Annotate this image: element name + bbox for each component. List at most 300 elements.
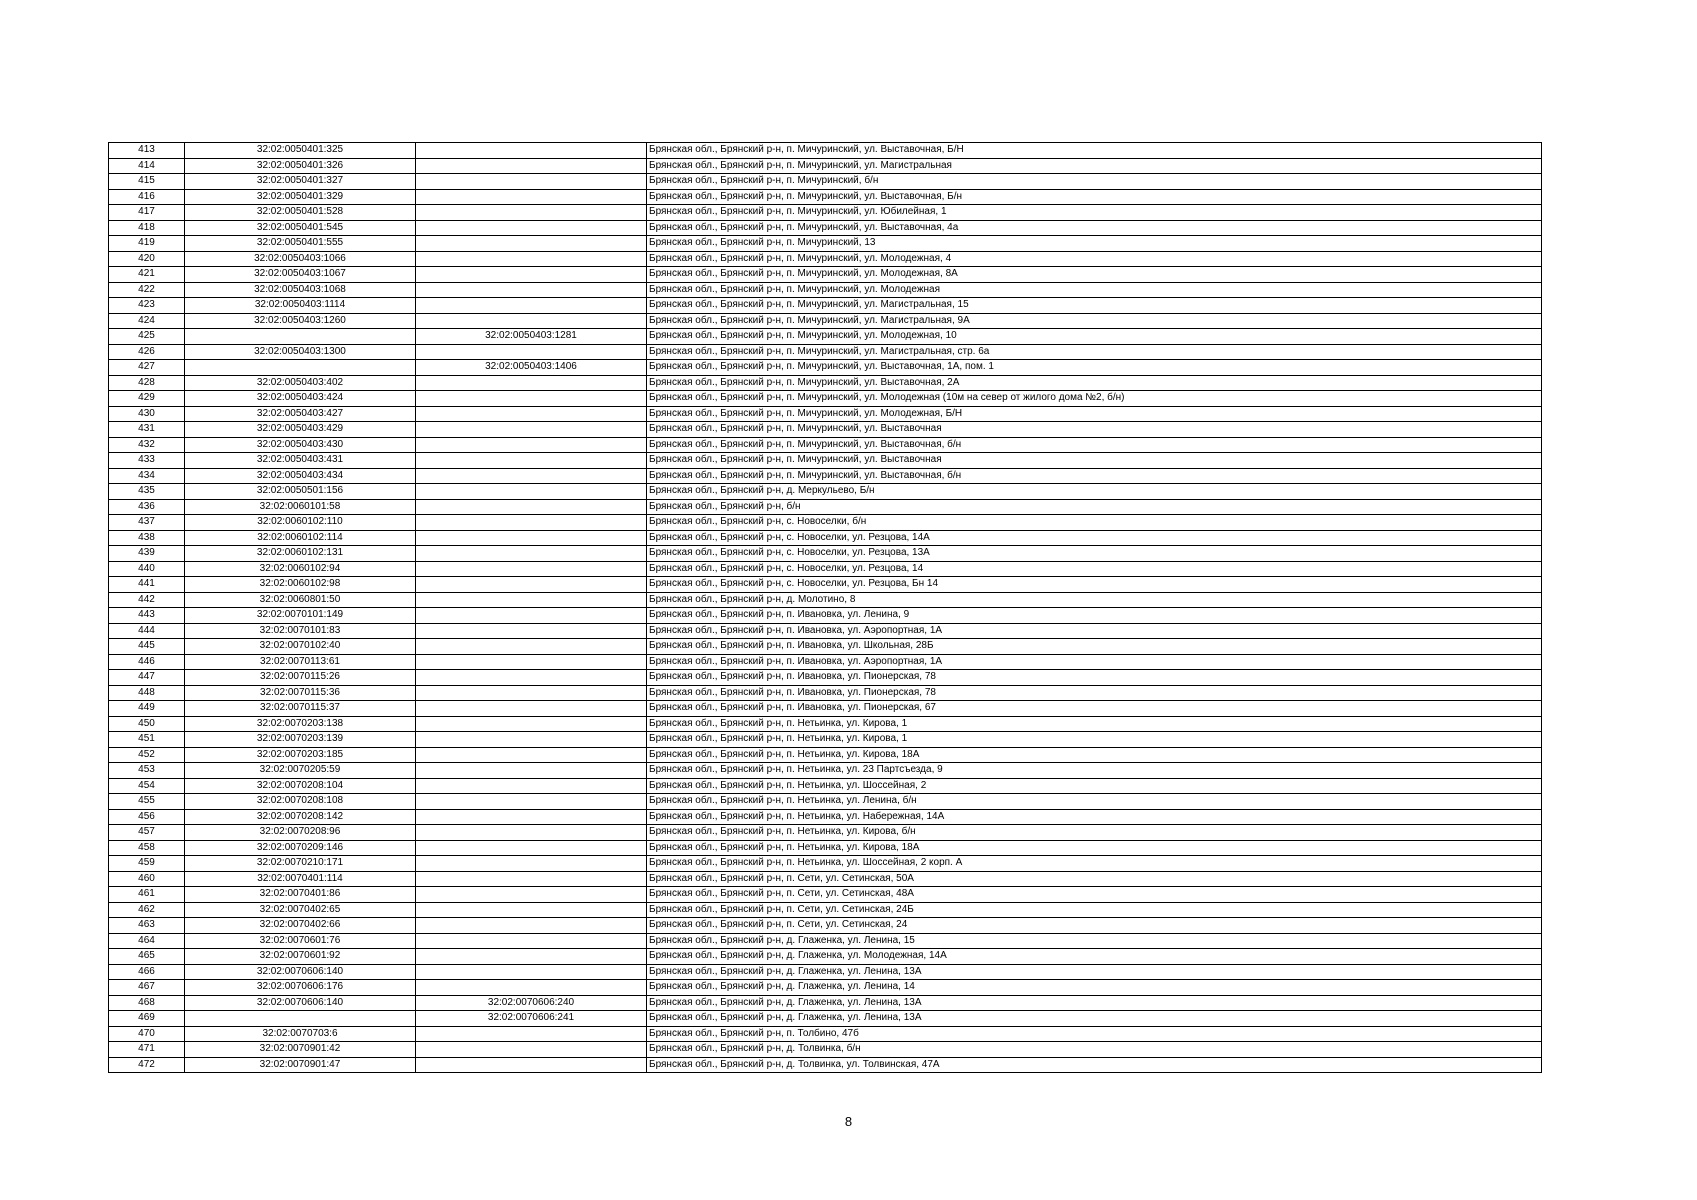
cadastral-number-cell: 32:02:0070209:146 xyxy=(185,840,416,856)
cadastral-number-cell: 32:02:0060102:114 xyxy=(185,530,416,546)
table-row xyxy=(109,220,1542,236)
row-number-cell: 452 xyxy=(109,747,185,763)
table-row xyxy=(109,592,1542,608)
row-number-cell: 436 xyxy=(109,499,185,515)
cadastral-number-secondary-cell xyxy=(416,639,647,655)
cadastral-number-secondary-cell xyxy=(416,484,647,500)
cadastral-number-cell: 32:02:0050501:156 xyxy=(185,484,416,500)
row-number-cell: 443 xyxy=(109,608,185,624)
cadastral-number-secondary-cell xyxy=(416,918,647,934)
cadastral-number-cell: 32:02:0070402:66 xyxy=(185,918,416,934)
address-cell: Брянская обл., Брянский р-н, д. Глаженка, ул. Ленина, 15 xyxy=(647,933,1542,949)
address-cell: Брянская обл., Брянский р-н, п. Мичуринский, 13 xyxy=(647,236,1542,252)
table-row xyxy=(109,809,1542,825)
address-cell: Брянская обл., Брянский р-н, п. Мичуринский, ул. Выставочная xyxy=(647,453,1542,469)
cadastral-number-secondary-cell xyxy=(416,437,647,453)
address-cell: Брянская обл., Брянский р-н, с. Новоселки, ул. Резцова, 14А xyxy=(647,530,1542,546)
address-cell: Брянская обл., Брянский р-н, п. Мичуринский, ул. Выставочная, б/н xyxy=(647,468,1542,484)
address-cell: Брянская обл., Брянский р-н, д. Меркульево, Б/н xyxy=(647,484,1542,500)
cadastral-number-secondary-cell: 32:02:0050403:1281 xyxy=(416,329,647,345)
cadastral-number-cell: 32:02:0070601:76 xyxy=(185,933,416,949)
cadastral-number-secondary-cell xyxy=(416,716,647,732)
cadastral-number-secondary-cell xyxy=(416,902,647,918)
address-cell: Брянская обл., Брянский р-н, д. Глаженка, ул. Ленина, 13А xyxy=(647,1011,1542,1027)
table-row xyxy=(109,251,1542,267)
table-row xyxy=(109,174,1542,190)
address-cell: Брянская обл., Брянский р-н, д. Глаженка, ул. Ленина, 14 xyxy=(647,980,1542,996)
cadastral-number-secondary-cell xyxy=(416,468,647,484)
table-row xyxy=(109,499,1542,515)
row-number-cell: 465 xyxy=(109,949,185,965)
cadastral-number-secondary-cell xyxy=(416,949,647,965)
row-number-cell: 461 xyxy=(109,887,185,903)
row-number-cell: 451 xyxy=(109,732,185,748)
cadastral-number-cell: 32:02:0070101:83 xyxy=(185,623,416,639)
table-row xyxy=(109,205,1542,221)
address-cell: Брянская обл., Брянский р-н, п. Мичуринский, ул. Выставочная, 1А, пом. 1 xyxy=(647,360,1542,376)
cadastral-number-secondary-cell xyxy=(416,375,647,391)
table-row xyxy=(109,639,1542,655)
cadastral-number-cell: 32:02:0060101:58 xyxy=(185,499,416,515)
row-number-cell: 460 xyxy=(109,871,185,887)
cadastral-number-secondary-cell xyxy=(416,561,647,577)
row-number-cell: 450 xyxy=(109,716,185,732)
cadastral-number-secondary-cell xyxy=(416,189,647,205)
cadastral-number-secondary-cell: 32:02:0070606:241 xyxy=(416,1011,647,1027)
row-number-cell: 466 xyxy=(109,964,185,980)
address-cell: Брянская обл., Брянский р-н, п. Толбино, 47б xyxy=(647,1026,1542,1042)
cadastral-number-cell: 32:02:0070210:171 xyxy=(185,856,416,872)
table-row xyxy=(109,794,1542,810)
cadastral-number-cell: 32:02:0060102:94 xyxy=(185,561,416,577)
cadastral-number-secondary-cell xyxy=(416,251,647,267)
page-number: 8 xyxy=(844,1114,853,1129)
table-row xyxy=(109,685,1542,701)
row-number-cell: 441 xyxy=(109,577,185,593)
table-row xyxy=(109,980,1542,996)
cadastral-number-secondary-cell xyxy=(416,267,647,283)
address-cell: Брянская обл., Брянский р-н, п. Сети, ул. Сетинская, 50А xyxy=(647,871,1542,887)
address-cell: Брянская обл., Брянский р-н, с. Новоселки, ул. Резцова, Бн 14 xyxy=(647,577,1542,593)
cadastral-number-secondary-cell xyxy=(416,670,647,686)
address-cell: Брянская обл., Брянский р-н, п. Мичуринский, ул. Выставочная, Б/н xyxy=(647,189,1542,205)
cadastral-number-secondary-cell xyxy=(416,809,647,825)
cadastral-number-cell: 32:02:0070606:140 xyxy=(185,995,416,1011)
row-number-cell: 447 xyxy=(109,670,185,686)
row-number-cell: 438 xyxy=(109,530,185,546)
table-row xyxy=(109,778,1542,794)
table-row xyxy=(109,143,1542,159)
cadastral-number-cell: 32:02:0070115:36 xyxy=(185,685,416,701)
cadastral-number-cell: 32:02:0060102:131 xyxy=(185,546,416,562)
cadastral-number-cell: 32:02:0050401:325 xyxy=(185,143,416,159)
address-cell: Брянская обл., Брянский р-н, п. Мичуринский, ул. Выставочная xyxy=(647,422,1542,438)
row-number-cell: 435 xyxy=(109,484,185,500)
cadastral-number-cell: 32:02:0050403:1068 xyxy=(185,282,416,298)
table-row xyxy=(109,267,1542,283)
cadastral-number-secondary-cell xyxy=(416,964,647,980)
cadastral-number-cell: 32:02:0050403:427 xyxy=(185,406,416,422)
cadastral-number-secondary-cell xyxy=(416,143,647,159)
cadastral-number-secondary-cell xyxy=(416,1042,647,1058)
address-cell: Брянская обл., Брянский р-н, п. Мичуринский, ул. Молодежная, 8А xyxy=(647,267,1542,283)
cadastral-number-secondary-cell xyxy=(416,623,647,639)
table-row xyxy=(109,623,1542,639)
row-number-cell: 433 xyxy=(109,453,185,469)
cadastral-number-cell: 32:02:0060801:50 xyxy=(185,592,416,608)
table-row xyxy=(109,840,1542,856)
cadastral-number-secondary-cell xyxy=(416,344,647,360)
address-cell: Брянская обл., Брянский р-н, п. Ивановка, ул. Аэропортная, 1А xyxy=(647,654,1542,670)
table-row xyxy=(109,608,1542,624)
row-number-cell: 415 xyxy=(109,174,185,190)
address-cell: Брянская обл., Брянский р-н, п. Нетьинка, ул. Кирова, 18А xyxy=(647,840,1542,856)
address-cell: Брянская обл., Брянский р-н, п. Сети, ул. Сетинская, 24 xyxy=(647,918,1542,934)
table-row xyxy=(109,406,1542,422)
address-cell: Брянская обл., Брянский р-н, п. Нетьинка, ул. Кирова, 18А xyxy=(647,747,1542,763)
registry-table xyxy=(108,142,1542,1073)
table-row xyxy=(109,375,1542,391)
cadastral-number-secondary-cell xyxy=(416,220,647,236)
cadastral-number-cell: 32:02:0050403:1114 xyxy=(185,298,416,314)
row-number-cell: 470 xyxy=(109,1026,185,1042)
row-number-cell: 456 xyxy=(109,809,185,825)
table-row xyxy=(109,577,1542,593)
cadastral-number-secondary-cell xyxy=(416,1026,647,1042)
table-row xyxy=(109,468,1542,484)
address-cell: Брянская обл., Брянский р-н, п. Ивановка, ул. Школьная, 28Б xyxy=(647,639,1542,655)
row-number-cell: 469 xyxy=(109,1011,185,1027)
cadastral-number-cell: 32:02:0070208:104 xyxy=(185,778,416,794)
table-row xyxy=(109,670,1542,686)
row-number-cell: 459 xyxy=(109,856,185,872)
cadastral-number-cell: 32:02:0070102:40 xyxy=(185,639,416,655)
table-row xyxy=(109,887,1542,903)
table-row xyxy=(109,236,1542,252)
address-cell: Брянская обл., Брянский р-н, п. Мичуринский, ул. Магистральная xyxy=(647,158,1542,174)
row-number-cell: 471 xyxy=(109,1042,185,1058)
row-number-cell: 431 xyxy=(109,422,185,438)
cadastral-number-secondary-cell: 32:02:0070606:240 xyxy=(416,995,647,1011)
cadastral-number-cell: 32:02:0050401:545 xyxy=(185,220,416,236)
row-number-cell: 426 xyxy=(109,344,185,360)
table-row xyxy=(109,561,1542,577)
address-cell: Брянская обл., Брянский р-н, п. Мичуринский, ул. Выставочная, Б/Н xyxy=(647,143,1542,159)
address-cell: Брянская обл., Брянский р-н, п. Ивановка, ул. Аэропортная, 1А xyxy=(647,623,1542,639)
cadastral-number-cell: 32:02:0070115:37 xyxy=(185,701,416,717)
row-number-cell: 424 xyxy=(109,313,185,329)
address-cell: Брянская обл., Брянский р-н, п. Нетьинка, ул. Кирова, б/н xyxy=(647,825,1542,841)
cadastral-number-secondary-cell xyxy=(416,980,647,996)
table-row xyxy=(109,344,1542,360)
address-cell: Брянская обл., Брянский р-н, п. Мичуринский, ул. Молодежная, 4 xyxy=(647,251,1542,267)
cadastral-number-cell: 32:02:0070208:96 xyxy=(185,825,416,841)
cadastral-number-cell: 32:02:0050403:424 xyxy=(185,391,416,407)
address-cell: Брянская обл., Брянский р-н, п. Сети, ул. Сетинская, 48А xyxy=(647,887,1542,903)
cadastral-number-cell: 32:02:0050403:1067 xyxy=(185,267,416,283)
row-number-cell: 455 xyxy=(109,794,185,810)
address-cell: Брянская обл., Брянский р-н, п. Ивановка, ул. Пионерская, 78 xyxy=(647,685,1542,701)
address-cell: Брянская обл., Брянский р-н, п. Нетьинка, ул. Кирова, 1 xyxy=(647,732,1542,748)
table-row xyxy=(109,1042,1542,1058)
address-cell: Брянская обл., Брянский р-н, п. Мичуринский, ул. Магистральная, 9А xyxy=(647,313,1542,329)
address-cell: Брянская обл., Брянский р-н, п. Мичуринский, ул. Выставочная, б/н xyxy=(647,437,1542,453)
cadastral-number-secondary-cell xyxy=(416,654,647,670)
cadastral-number-secondary-cell xyxy=(416,778,647,794)
table-row xyxy=(109,825,1542,841)
table-row xyxy=(109,871,1542,887)
table-row xyxy=(109,1057,1542,1073)
cadastral-number-secondary-cell xyxy=(416,282,647,298)
cadastral-number-cell: 32:02:0050401:555 xyxy=(185,236,416,252)
cadastral-number-secondary-cell xyxy=(416,406,647,422)
address-cell: Брянская обл., Брянский р-н, д. Толвинка, ул. Толвинская, 47А xyxy=(647,1057,1542,1073)
cadastral-number-secondary-cell xyxy=(416,174,647,190)
row-number-cell: 422 xyxy=(109,282,185,298)
cadastral-number-cell: 32:02:0070606:140 xyxy=(185,964,416,980)
cadastral-number-cell: 32:02:0070401:86 xyxy=(185,887,416,903)
address-cell: Брянская обл., Брянский р-н, п. Ивановка, ул. Пионерская, 78 xyxy=(647,670,1542,686)
row-number-cell: 420 xyxy=(109,251,185,267)
row-number-cell: 437 xyxy=(109,515,185,531)
table-row xyxy=(109,453,1542,469)
table-row xyxy=(109,298,1542,314)
cadastral-number-cell: 32:02:0050401:528 xyxy=(185,205,416,221)
cadastral-number-secondary-cell xyxy=(416,499,647,515)
table-row xyxy=(109,158,1542,174)
cadastral-number-cell: 32:02:0050403:1066 xyxy=(185,251,416,267)
cadastral-number-cell: 32:02:0070203:138 xyxy=(185,716,416,732)
row-number-cell: 449 xyxy=(109,701,185,717)
row-number-cell: 463 xyxy=(109,918,185,934)
cadastral-number-cell xyxy=(185,1011,416,1027)
cadastral-number-cell: 32:02:0070606:176 xyxy=(185,980,416,996)
cadastral-number-cell: 32:02:0070208:108 xyxy=(185,794,416,810)
address-cell: Брянская обл., Брянский р-н, п. Ивановка, ул. Ленина, 9 xyxy=(647,608,1542,624)
address-cell: Брянская обл., Брянский р-н, п. Нетьинка, ул. Шоссейная, 2 xyxy=(647,778,1542,794)
address-cell: Брянская обл., Брянский р-н, п. Мичуринский, ул. Молодежная xyxy=(647,282,1542,298)
cadastral-number-cell: 32:02:0050401:326 xyxy=(185,158,416,174)
row-number-cell: 448 xyxy=(109,685,185,701)
cadastral-number-secondary-cell xyxy=(416,701,647,717)
address-cell: Брянская обл., Брянский р-н, п. Мичуринский, б/н xyxy=(647,174,1542,190)
cadastral-number-cell: 32:02:0070402:65 xyxy=(185,902,416,918)
table-row xyxy=(109,515,1542,531)
table-row xyxy=(109,437,1542,453)
table-row xyxy=(109,189,1542,205)
cadastral-number-secondary-cell xyxy=(416,236,647,252)
address-cell: Брянская обл., Брянский р-н, д. Глаженка, ул. Молодежная, 14А xyxy=(647,949,1542,965)
cadastral-number-secondary-cell xyxy=(416,577,647,593)
row-number-cell: 467 xyxy=(109,980,185,996)
cadastral-number-secondary-cell xyxy=(416,732,647,748)
cadastral-number-secondary-cell xyxy=(416,453,647,469)
cadastral-number-cell: 32:02:0070901:47 xyxy=(185,1057,416,1073)
table-row xyxy=(109,902,1542,918)
cadastral-number-secondary-cell xyxy=(416,205,647,221)
row-number-cell: 427 xyxy=(109,360,185,376)
cadastral-number-cell: 32:02:0070101:149 xyxy=(185,608,416,624)
cadastral-number-secondary-cell xyxy=(416,313,647,329)
cadastral-number-cell: 32:02:0050403:430 xyxy=(185,437,416,453)
cadastral-number-secondary-cell xyxy=(416,871,647,887)
address-cell: Брянская обл., Брянский р-н, п. Ивановка, ул. Пионерская, 67 xyxy=(647,701,1542,717)
table-row xyxy=(109,313,1542,329)
address-cell: Брянская обл., Брянский р-н, п. Мичуринский, ул. Молодежная, 10 xyxy=(647,329,1542,345)
cadastral-number-secondary-cell xyxy=(416,856,647,872)
row-number-cell: 429 xyxy=(109,391,185,407)
table-row xyxy=(109,530,1542,546)
address-cell: Брянская обл., Брянский р-н, п. Мичуринский, ул. Молодежная (10м на север от жилого дома №2, б/н) xyxy=(647,391,1542,407)
row-number-cell: 464 xyxy=(109,933,185,949)
address-cell: Брянская обл., Брянский р-н, п. Сети, ул. Сетинская, 24Б xyxy=(647,902,1542,918)
cadastral-number-secondary-cell xyxy=(416,747,647,763)
address-cell: Брянская обл., Брянский р-н, п. Мичуринский, ул. Выставочная, 4а xyxy=(647,220,1542,236)
address-cell: Брянская обл., Брянский р-н, п. Мичуринский, ул. Юбилейная, 1 xyxy=(647,205,1542,221)
address-cell: Брянская обл., Брянский р-н, п. Мичуринский, ул. Молодежная, Б/Н xyxy=(647,406,1542,422)
cadastral-number-secondary-cell xyxy=(416,763,647,779)
table-row xyxy=(109,964,1542,980)
address-cell: Брянская обл., Брянский р-н, п. Нетьинка, ул. 23 Партсъезда, 9 xyxy=(647,763,1542,779)
row-number-cell: 468 xyxy=(109,995,185,1011)
address-cell: Брянская обл., Брянский р-н, с. Новоселки, ул. Резцова, 13А xyxy=(647,546,1542,562)
cadastral-number-cell: 32:02:0070203:139 xyxy=(185,732,416,748)
cadastral-number-cell: 32:02:0050403:429 xyxy=(185,422,416,438)
table-row xyxy=(109,1026,1542,1042)
cadastral-number-cell: 32:02:0070208:142 xyxy=(185,809,416,825)
row-number-cell: 432 xyxy=(109,437,185,453)
row-number-cell: 416 xyxy=(109,189,185,205)
row-number-cell: 458 xyxy=(109,840,185,856)
table-row xyxy=(109,282,1542,298)
row-number-cell: 462 xyxy=(109,902,185,918)
cadastral-number-cell: 32:02:0060102:98 xyxy=(185,577,416,593)
row-number-cell: 439 xyxy=(109,546,185,562)
row-number-cell: 446 xyxy=(109,654,185,670)
table-row xyxy=(109,1011,1542,1027)
cadastral-number-cell: 32:02:0050403:1260 xyxy=(185,313,416,329)
cadastral-number-secondary-cell xyxy=(416,546,647,562)
table-row xyxy=(109,763,1542,779)
cadastral-number-cell: 32:02:0050403:1300 xyxy=(185,344,416,360)
cadastral-number-cell xyxy=(185,329,416,345)
row-number-cell: 418 xyxy=(109,220,185,236)
cadastral-number-secondary-cell xyxy=(416,592,647,608)
cadastral-number-secondary-cell xyxy=(416,685,647,701)
cadastral-number-cell: 32:02:0050401:329 xyxy=(185,189,416,205)
row-number-cell: 472 xyxy=(109,1057,185,1073)
cadastral-number-cell: 32:02:0070113:61 xyxy=(185,654,416,670)
cadastral-number-secondary-cell xyxy=(416,298,647,314)
row-number-cell: 419 xyxy=(109,236,185,252)
cadastral-number-secondary-cell xyxy=(416,391,647,407)
table-row xyxy=(109,933,1542,949)
row-number-cell: 454 xyxy=(109,778,185,794)
cadastral-number-cell xyxy=(185,360,416,376)
table-row xyxy=(109,918,1542,934)
cadastral-number-cell: 32:02:0050403:434 xyxy=(185,468,416,484)
cadastral-number-cell: 32:02:0050401:327 xyxy=(185,174,416,190)
cadastral-number-cell: 32:02:0070901:42 xyxy=(185,1042,416,1058)
table-row xyxy=(109,747,1542,763)
row-number-cell: 423 xyxy=(109,298,185,314)
address-cell: Брянская обл., Брянский р-н, с. Новоселки, ул. Резцова, 14 xyxy=(647,561,1542,577)
cadastral-number-cell: 32:02:0070601:92 xyxy=(185,949,416,965)
address-cell: Брянская обл., Брянский р-н, д. Глаженка, ул. Ленина, 13А xyxy=(647,995,1542,1011)
registry-table-body xyxy=(109,143,1542,1073)
cadastral-number-secondary-cell xyxy=(416,515,647,531)
cadastral-number-cell: 32:02:0070703:6 xyxy=(185,1026,416,1042)
cadastral-number-secondary-cell xyxy=(416,422,647,438)
address-cell: Брянская обл., Брянский р-н, п. Мичуринский, ул. Магистральная, стр. 6а xyxy=(647,344,1542,360)
cadastral-number-secondary-cell xyxy=(416,825,647,841)
table-row xyxy=(109,329,1542,345)
cadastral-number-secondary-cell xyxy=(416,933,647,949)
table-row xyxy=(109,422,1542,438)
table-row xyxy=(109,949,1542,965)
row-number-cell: 457 xyxy=(109,825,185,841)
row-number-cell: 445 xyxy=(109,639,185,655)
address-cell: Брянская обл., Брянский р-н, п. Мичуринский, ул. Выставочная, 2А xyxy=(647,375,1542,391)
address-cell: Брянская обл., Брянский р-н, д. Глаженка, ул. Ленина, 13А xyxy=(647,964,1542,980)
cadastral-number-secondary-cell xyxy=(416,840,647,856)
cadastral-number-cell: 32:02:0070203:185 xyxy=(185,747,416,763)
row-number-cell: 428 xyxy=(109,375,185,391)
row-number-cell: 421 xyxy=(109,267,185,283)
table-row xyxy=(109,995,1542,1011)
table-row xyxy=(109,391,1542,407)
row-number-cell: 453 xyxy=(109,763,185,779)
table-row xyxy=(109,654,1542,670)
row-number-cell: 417 xyxy=(109,205,185,221)
address-cell: Брянская обл., Брянский р-н, п. Нетьинка, ул. Кирова, 1 xyxy=(647,716,1542,732)
address-cell: Брянская обл., Брянский р-н, п. Мичуринский, ул. Магистральная, 15 xyxy=(647,298,1542,314)
row-number-cell: 425 xyxy=(109,329,185,345)
row-number-cell: 413 xyxy=(109,143,185,159)
address-cell: Брянская обл., Брянский р-н, п. Нетьинка, ул. Шоссейная, 2 корп. А xyxy=(647,856,1542,872)
address-cell: Брянская обл., Брянский р-н, п. Нетьинка, ул. Ленина, б/н xyxy=(647,794,1542,810)
cadastral-number-secondary-cell xyxy=(416,1057,647,1073)
address-cell: Брянская обл., Брянский р-н, д. Молотино, 8 xyxy=(647,592,1542,608)
cadastral-number-secondary-cell xyxy=(416,158,647,174)
cadastral-number-cell: 32:02:0070115:26 xyxy=(185,670,416,686)
cadastral-number-secondary-cell: 32:02:0050403:1406 xyxy=(416,360,647,376)
table-row xyxy=(109,701,1542,717)
address-cell: Брянская обл., Брянский р-н, п. Нетьинка, ул. Набережная, 14А xyxy=(647,809,1542,825)
address-cell: Брянская обл., Брянский р-н, с. Новоселки, б/н xyxy=(647,515,1542,531)
table-row xyxy=(109,484,1542,500)
cadastral-number-cell: 32:02:0050403:402 xyxy=(185,375,416,391)
cadastral-number-secondary-cell xyxy=(416,530,647,546)
address-cell: Брянская обл., Брянский р-н, д. Толвинка, б/н xyxy=(647,1042,1542,1058)
table-row xyxy=(109,732,1542,748)
cadastral-number-cell: 32:02:0070401:114 xyxy=(185,871,416,887)
cadastral-number-secondary-cell xyxy=(416,608,647,624)
cadastral-number-secondary-cell xyxy=(416,887,647,903)
cadastral-number-cell: 32:02:0070205:59 xyxy=(185,763,416,779)
table-row xyxy=(109,856,1542,872)
table-row xyxy=(109,546,1542,562)
row-number-cell: 440 xyxy=(109,561,185,577)
cadastral-number-cell: 32:02:0050403:431 xyxy=(185,453,416,469)
table-row xyxy=(109,360,1542,376)
cadastral-number-cell: 32:02:0060102:110 xyxy=(185,515,416,531)
row-number-cell: 434 xyxy=(109,468,185,484)
row-number-cell: 442 xyxy=(109,592,185,608)
row-number-cell: 444 xyxy=(109,623,185,639)
table-row xyxy=(109,716,1542,732)
cadastral-number-secondary-cell xyxy=(416,794,647,810)
